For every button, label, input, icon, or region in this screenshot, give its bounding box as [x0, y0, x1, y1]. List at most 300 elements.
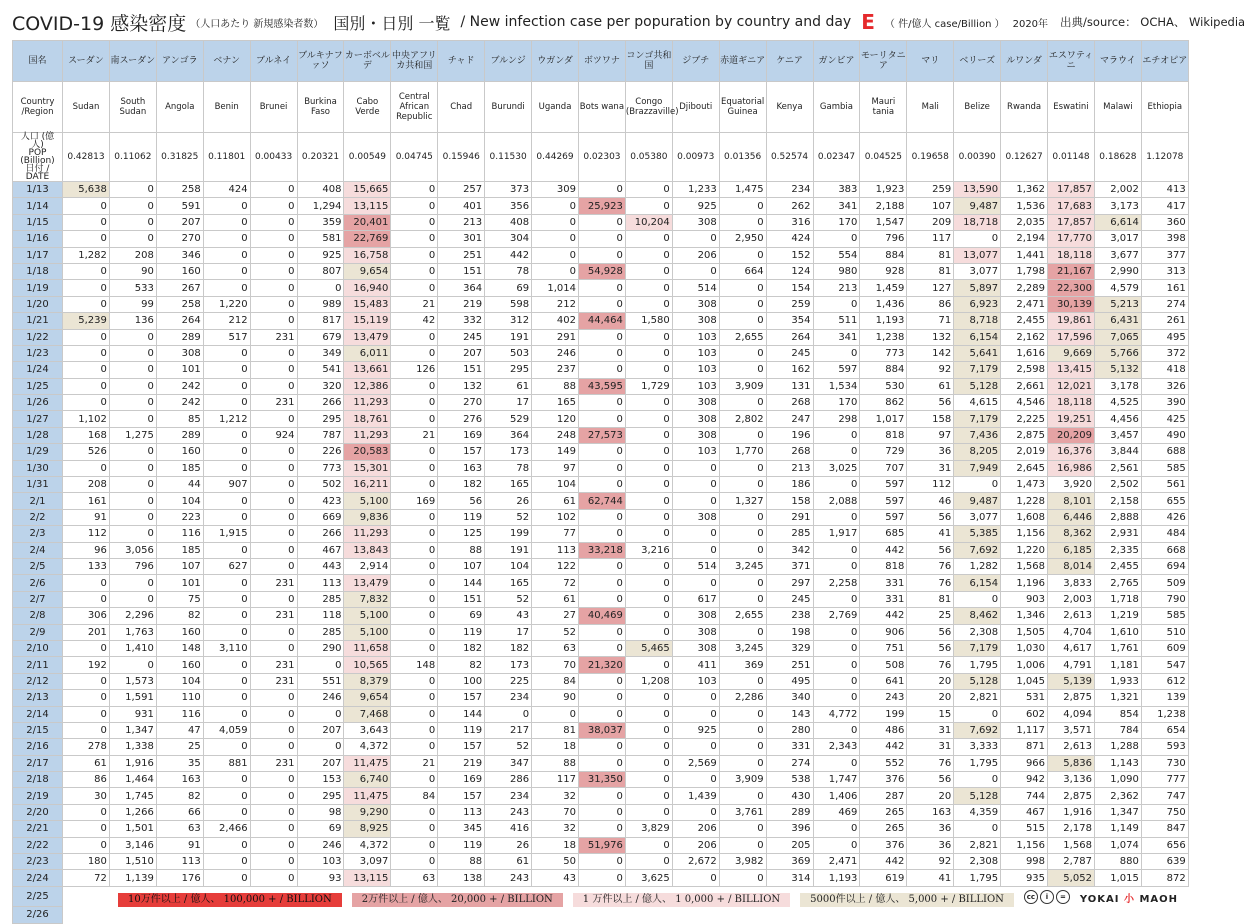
table-row — [13, 509, 1189, 525]
value-cell: 6,923 — [954, 296, 1001, 312]
empty-cell — [63, 907, 110, 923]
value-cell: 903 — [1001, 591, 1048, 607]
value-cell: 0 — [578, 280, 625, 296]
value-cell: 158 — [907, 411, 954, 427]
table-row — [13, 362, 1189, 378]
title-main: COVID-19 感染密度 — [12, 12, 187, 35]
value-cell: 97 — [907, 427, 954, 443]
value-cell: 0 — [250, 722, 297, 738]
value-cell: 69 — [438, 608, 485, 624]
value-cell: 0 — [63, 395, 110, 411]
value-cell: 0 — [719, 427, 766, 443]
value-cell: 796 — [109, 558, 156, 574]
value-cell: 1,795 — [954, 755, 1001, 771]
value-cell: 0 — [578, 444, 625, 460]
value-cell: 90 — [109, 263, 156, 279]
value-cell: 103 — [672, 378, 719, 394]
value-cell: 16,211 — [344, 477, 391, 493]
value-cell: 243 — [485, 804, 532, 820]
value-cell: 11,658 — [344, 640, 391, 656]
value-cell: 46 — [907, 493, 954, 509]
value-cell: 551 — [297, 673, 344, 689]
value-cell: 7,692 — [954, 722, 1001, 738]
value-cell: 165 — [532, 395, 579, 411]
date-cell: 1/24 — [13, 362, 63, 378]
title-letter: E — [861, 10, 875, 34]
value-cell: 0 — [109, 198, 156, 214]
value-cell: 32 — [532, 821, 579, 837]
value-cell: 655 — [1141, 493, 1188, 509]
page-title — [12, 8, 1245, 36]
country-name-jp: 中央アフリカ共和国 — [391, 41, 438, 82]
value-cell: 0 — [625, 362, 672, 378]
empty-cell — [578, 907, 625, 923]
value-cell: 138 — [438, 870, 485, 886]
value-cell: 329 — [766, 640, 813, 656]
value-cell: 247 — [766, 411, 813, 427]
value-cell: 97 — [532, 460, 579, 476]
value-cell: 165 — [485, 477, 532, 493]
value-cell: 207 — [156, 214, 203, 230]
value-cell: 3,146 — [109, 837, 156, 853]
value-cell: 266 — [297, 395, 344, 411]
value-cell: 4,094 — [1048, 706, 1095, 722]
value-cell: 413 — [1141, 182, 1188, 198]
country-name-en: Equatorial Guinea — [719, 82, 766, 133]
value-cell: 654 — [1141, 722, 1188, 738]
value-cell: 502 — [297, 477, 344, 493]
value-cell: 1,208 — [625, 673, 672, 689]
value-cell: 0 — [813, 542, 860, 558]
value-cell: 20,583 — [344, 444, 391, 460]
value-cell: 0 — [813, 345, 860, 361]
value-cell: 169 — [438, 427, 485, 443]
value-cell: 1,321 — [1094, 690, 1141, 706]
value-cell: 598 — [485, 296, 532, 312]
value-cell: 0 — [203, 198, 250, 214]
value-cell: 0 — [63, 345, 110, 361]
value-cell: 17,857 — [1048, 182, 1095, 198]
value-cell: 41 — [907, 526, 954, 542]
value-cell: 1,795 — [954, 870, 1001, 886]
value-cell: 148 — [156, 640, 203, 656]
value-cell: 71 — [907, 313, 954, 329]
value-cell: 151 — [438, 591, 485, 607]
value-cell: 18,118 — [1048, 247, 1095, 263]
value-cell: 871 — [1001, 739, 1048, 755]
value-cell: 13,115 — [344, 870, 391, 886]
value-cell: 0 — [954, 477, 1001, 493]
empty-cell — [485, 907, 532, 923]
value-cell: 21 — [391, 427, 438, 443]
header-label-en: Country /Region — [13, 82, 63, 133]
value-cell: 0 — [813, 640, 860, 656]
value-cell: 597 — [860, 493, 907, 509]
table-row — [13, 673, 1189, 689]
value-cell: 0 — [672, 690, 719, 706]
value-cell: 4,615 — [954, 395, 1001, 411]
value-cell: 0 — [625, 788, 672, 804]
population-value: 0.11801 — [203, 133, 250, 182]
table-row — [13, 477, 1189, 493]
table-row — [13, 870, 1189, 886]
date-cell: 2/13 — [13, 690, 63, 706]
value-cell: 0 — [391, 558, 438, 574]
value-cell: 398 — [1141, 231, 1188, 247]
value-cell: 4,359 — [954, 804, 1001, 820]
value-cell: 0 — [625, 706, 672, 722]
value-cell: 0 — [532, 214, 579, 230]
value-cell: 25 — [156, 739, 203, 755]
value-cell: 0 — [719, 870, 766, 886]
table-row — [13, 821, 1189, 837]
value-cell: 530 — [860, 378, 907, 394]
value-cell: 0 — [391, 214, 438, 230]
value-cell: 246 — [297, 690, 344, 706]
value-cell: 0 — [719, 624, 766, 640]
country-name-jp: ジブチ — [672, 41, 719, 82]
empty-cell — [344, 907, 391, 923]
value-cell: 331 — [860, 591, 907, 607]
value-cell: 0 — [719, 722, 766, 738]
population-value: 0.19658 — [907, 133, 954, 182]
value-cell: 268 — [766, 395, 813, 411]
value-cell: 308 — [672, 427, 719, 443]
value-cell: 308 — [672, 624, 719, 640]
value-cell: 217 — [485, 722, 532, 738]
value-cell: 0 — [625, 690, 672, 706]
value-cell: 7,436 — [954, 427, 1001, 443]
value-cell: 5,139 — [1048, 673, 1095, 689]
country-name-en: Sudan — [63, 82, 110, 133]
value-cell: 884 — [860, 362, 907, 378]
value-cell: 304 — [485, 231, 532, 247]
value-cell: 581 — [297, 231, 344, 247]
value-cell: 231 — [250, 575, 297, 591]
value-cell: 1,156 — [1001, 526, 1048, 542]
population-value: 0.44269 — [532, 133, 579, 182]
value-cell: 0 — [203, 378, 250, 394]
date-cell: 2/25 — [13, 886, 63, 907]
value-cell: 0 — [391, 608, 438, 624]
population-value: 0.15946 — [438, 133, 485, 182]
value-cell: 199 — [485, 526, 532, 542]
value-cell: 7,949 — [954, 460, 1001, 476]
value-cell: 0 — [391, 444, 438, 460]
value-cell: 0 — [391, 198, 438, 214]
value-cell: 1,090 — [1094, 772, 1141, 788]
value-cell: 61 — [485, 378, 532, 394]
value-cell: 56 — [907, 395, 954, 411]
value-cell: 153 — [297, 772, 344, 788]
value-cell: 7,468 — [344, 706, 391, 722]
value-cell: 61 — [907, 378, 954, 394]
value-cell: 486 — [860, 722, 907, 738]
date-cell: 1/16 — [13, 231, 63, 247]
value-cell: 0 — [625, 509, 672, 525]
value-cell: 10,565 — [344, 657, 391, 673]
value-cell: 0 — [63, 640, 110, 656]
value-cell: 0 — [250, 477, 297, 493]
value-cell: 0 — [625, 182, 672, 198]
value-cell: 6,614 — [1094, 214, 1141, 230]
value-cell: 101 — [156, 362, 203, 378]
value-cell: 0 — [672, 870, 719, 886]
date-cell: 2/1 — [13, 493, 63, 509]
value-cell: 0 — [578, 460, 625, 476]
value-cell: 0 — [250, 706, 297, 722]
value-cell: 158 — [766, 493, 813, 509]
value-cell: 84 — [532, 673, 579, 689]
country-name-jp: カーボベルデ — [344, 41, 391, 82]
value-cell: 0 — [203, 772, 250, 788]
value-cell: 2,362 — [1094, 788, 1141, 804]
value-cell: 790 — [1141, 591, 1188, 607]
population-row — [13, 133, 1189, 182]
value-cell: 0 — [719, 673, 766, 689]
value-cell: 0 — [625, 198, 672, 214]
value-cell: 0 — [391, 821, 438, 837]
value-cell: 354 — [766, 313, 813, 329]
date-cell: 2/23 — [13, 854, 63, 870]
value-cell: 2,003 — [1048, 591, 1095, 607]
table-row — [13, 657, 1189, 673]
value-cell: 884 — [860, 247, 907, 263]
value-cell: 278 — [63, 739, 110, 755]
population-value: 0.31825 — [156, 133, 203, 182]
license-icons — [1024, 890, 1070, 904]
value-cell: 1,347 — [1094, 804, 1141, 820]
value-cell: 0 — [625, 722, 672, 738]
value-cell: 2,875 — [1048, 690, 1095, 706]
value-cell: 63 — [532, 640, 579, 656]
value-cell: 0 — [578, 411, 625, 427]
value-cell: 0 — [578, 362, 625, 378]
value-cell: 1,193 — [813, 870, 860, 886]
value-cell: 81 — [907, 263, 954, 279]
value-cell: 1,228 — [1001, 493, 1048, 509]
date-cell: 2/14 — [13, 706, 63, 722]
value-cell: 0 — [203, 608, 250, 624]
value-cell: 0 — [203, 575, 250, 591]
country-name-jp: エチオピア — [1141, 41, 1188, 82]
value-cell: 133 — [63, 558, 110, 574]
value-cell: 186 — [766, 477, 813, 493]
value-cell: 308 — [672, 608, 719, 624]
legend-item: 2万件以上 / 億人、 20,000 + / BILLION — [352, 893, 563, 907]
value-cell: 1,616 — [1001, 345, 1048, 361]
value-cell: 251 — [438, 247, 485, 263]
value-cell: 265 — [860, 804, 907, 820]
population-value: 0.01148 — [1048, 133, 1095, 182]
value-cell: 3,173 — [1094, 198, 1141, 214]
country-name-en: Brunei — [250, 82, 297, 133]
value-cell: 1,917 — [813, 526, 860, 542]
value-cell: 103 — [672, 673, 719, 689]
country-name-en: Burkina Faso — [297, 82, 344, 133]
value-cell: 245 — [438, 329, 485, 345]
value-cell: 149 — [532, 444, 579, 460]
value-cell: 0 — [719, 526, 766, 542]
value-cell: 5,100 — [344, 624, 391, 640]
value-cell: 18 — [532, 837, 579, 853]
value-cell: 685 — [860, 526, 907, 542]
value-cell: 1,761 — [1094, 640, 1141, 656]
table-row — [13, 411, 1189, 427]
value-cell: 312 — [485, 313, 532, 329]
value-cell: 9,654 — [344, 263, 391, 279]
value-cell: 3,677 — [1094, 247, 1141, 263]
value-cell: 2,672 — [672, 854, 719, 870]
value-cell: 3,643 — [344, 722, 391, 738]
value-cell: 1,534 — [813, 378, 860, 394]
value-cell: 349 — [297, 345, 344, 361]
country-name-jp: ルワンダ — [1001, 41, 1048, 82]
value-cell: 0 — [63, 198, 110, 214]
country-name-en: South Sudan — [109, 82, 156, 133]
value-cell: 162 — [766, 362, 813, 378]
value-cell: 0 — [672, 575, 719, 591]
value-cell: 0 — [625, 558, 672, 574]
date-cell: 2/26 — [13, 907, 63, 923]
value-cell: 81 — [532, 722, 579, 738]
value-cell: 243 — [485, 870, 532, 886]
value-cell: 0 — [203, 673, 250, 689]
value-cell: 3,909 — [719, 772, 766, 788]
table-row — [13, 247, 1189, 263]
value-cell: 10,204 — [625, 214, 672, 230]
value-cell: 1,536 — [1001, 198, 1048, 214]
value-cell: 0 — [391, 542, 438, 558]
value-cell: 0 — [250, 362, 297, 378]
value-cell: 0 — [250, 526, 297, 542]
table-row — [13, 722, 1189, 738]
value-cell: 0 — [203, 788, 250, 804]
value-cell: 245 — [766, 591, 813, 607]
value-cell: 0 — [625, 739, 672, 755]
value-cell: 43 — [485, 608, 532, 624]
value-cell: 112 — [63, 526, 110, 542]
date-cell: 2/12 — [13, 673, 63, 689]
value-cell: 136 — [109, 313, 156, 329]
value-cell: 170 — [813, 395, 860, 411]
value-cell: 90 — [532, 690, 579, 706]
value-cell: 0 — [719, 739, 766, 755]
population-value: 0.01356 — [719, 133, 766, 182]
value-cell: 127 — [907, 280, 954, 296]
value-cell: 8,014 — [1048, 558, 1095, 574]
value-cell: 2,296 — [109, 608, 156, 624]
date-cell: 2/15 — [13, 722, 63, 738]
value-cell: 231 — [250, 673, 297, 689]
value-cell: 13,115 — [344, 198, 391, 214]
value-cell: 308 — [672, 509, 719, 525]
value-cell: 1,729 — [625, 378, 672, 394]
value-cell: 377 — [1141, 247, 1188, 263]
empty-cell — [719, 907, 766, 923]
value-cell: 2,950 — [719, 231, 766, 247]
value-cell: 0 — [719, 477, 766, 493]
value-cell: 2,455 — [1001, 313, 1048, 329]
value-cell: 6,431 — [1094, 313, 1141, 329]
value-cell: 61 — [63, 755, 110, 771]
value-cell: 0 — [672, 542, 719, 558]
value-cell: 0 — [203, 493, 250, 509]
population-value: 0.00433 — [250, 133, 297, 182]
value-cell: 538 — [766, 772, 813, 788]
value-cell: 1,282 — [954, 558, 1001, 574]
value-cell: 0 — [625, 772, 672, 788]
value-cell: 9,669 — [1048, 345, 1095, 361]
value-cell: 3,909 — [719, 378, 766, 394]
population-value: 0.04745 — [391, 133, 438, 182]
table-row — [13, 558, 1189, 574]
value-cell: 185 — [156, 542, 203, 558]
country-name-jp: ブルンジ — [485, 41, 532, 82]
value-cell: 201 — [63, 624, 110, 640]
value-cell: 18,761 — [344, 411, 391, 427]
value-cell: 0 — [391, 477, 438, 493]
title-sub: （人口あたり 新規感染者数） — [190, 18, 324, 30]
value-cell: 35 — [156, 755, 203, 771]
value-cell: 2,875 — [1001, 427, 1048, 443]
value-cell: 0 — [578, 821, 625, 837]
value-cell: 0 — [578, 804, 625, 820]
date-cell: 2/5 — [13, 558, 63, 574]
value-cell: 0 — [391, 411, 438, 427]
value-cell: 19,861 — [1048, 313, 1095, 329]
value-cell: 531 — [1001, 690, 1048, 706]
value-cell: 418 — [1141, 362, 1188, 378]
value-cell: 1,266 — [109, 804, 156, 820]
country-name-en: Kenya — [766, 82, 813, 133]
value-cell: 316 — [766, 214, 813, 230]
table-row — [13, 624, 1189, 640]
value-cell: 679 — [297, 329, 344, 345]
nd-icon: = — [1056, 890, 1070, 904]
value-cell: 11,293 — [344, 427, 391, 443]
value-cell: 243 — [860, 690, 907, 706]
value-cell: 207 — [438, 345, 485, 361]
value-cell: 541 — [297, 362, 344, 378]
value-cell: 99 — [109, 296, 156, 312]
value-cell: 1,139 — [109, 870, 156, 886]
value-cell: 0 — [391, 640, 438, 656]
value-cell: 17,683 — [1048, 198, 1095, 214]
value-cell: 2,613 — [1048, 739, 1095, 755]
value-cell: 0 — [578, 477, 625, 493]
value-cell: 2,655 — [719, 608, 766, 624]
value-cell: 21,320 — [578, 657, 625, 673]
value-cell: 3,625 — [625, 870, 672, 886]
value-cell: 1,568 — [1001, 558, 1048, 574]
table-row — [13, 263, 1189, 279]
value-cell: 0 — [578, 329, 625, 345]
value-cell: 0 — [250, 542, 297, 558]
value-cell: 289 — [156, 329, 203, 345]
value-cell: 1,212 — [203, 411, 250, 427]
country-name-jp: ベナン — [203, 41, 250, 82]
value-cell: 113 — [156, 854, 203, 870]
value-cell: 16,986 — [1048, 460, 1095, 476]
value-cell: 144 — [438, 575, 485, 591]
value-cell: 0 — [672, 493, 719, 509]
empty-cell — [907, 907, 954, 923]
value-cell: 306 — [63, 608, 110, 624]
value-cell: 63 — [156, 821, 203, 837]
title-source: 出典/source： OCHA、 Wikipedia — [1060, 15, 1245, 29]
value-cell: 0 — [532, 231, 579, 247]
